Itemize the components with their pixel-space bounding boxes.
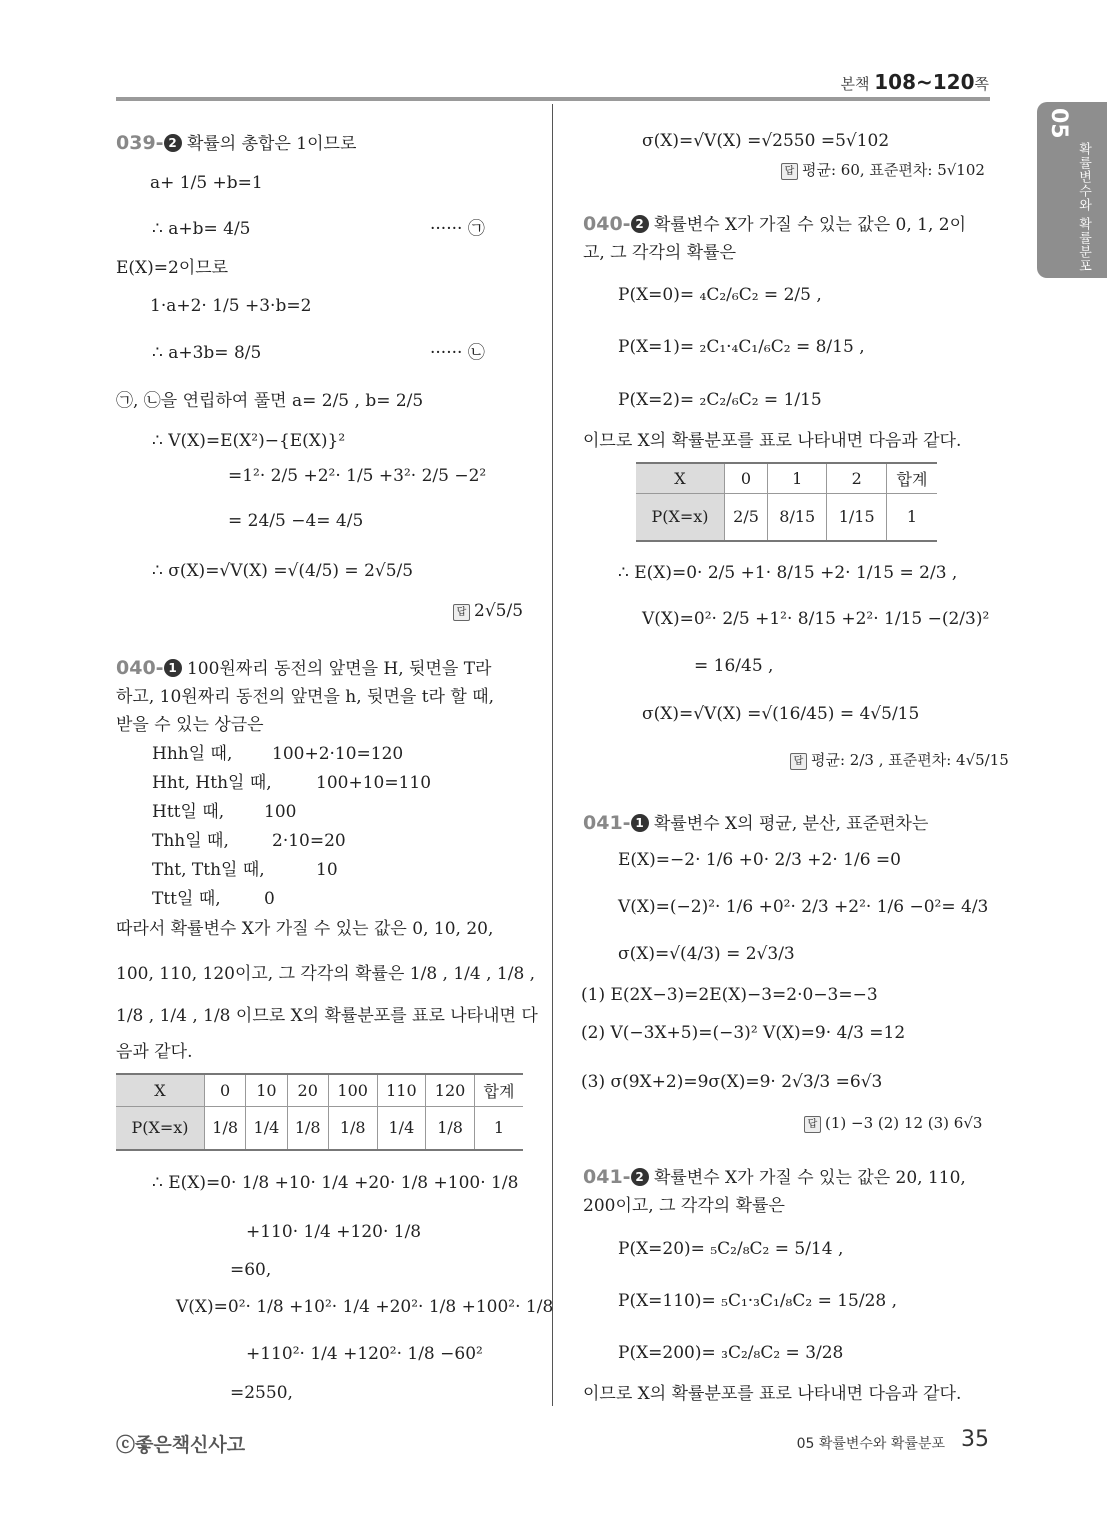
distribution-table [116,1073,523,1151]
chapter-tab-title: 확률변수와 확률분포 [1076,142,1091,274]
footer-chapter: 05 확률변수와 확률분포 [796,1436,945,1452]
equation-line: ∴ V(X)=E(X²)−{E(X)}² [152,431,346,451]
text-line: E(X)=2이므로 [116,258,229,278]
equation-line: V(X)=(−2)²· 1/6 +0²· 2/3 +2²· 1/6 −0²= 4/3 [618,897,989,917]
answer-icon: 답 [790,753,807,770]
problem-intro: 확률의 총합은 1이므로 [186,134,357,154]
table-cell: 1/8 [287,1106,328,1150]
equation-line: P(X=2)= ₂C₂/₆C₂ = 1/15 [618,390,822,410]
equation-line: = 24/5 −4= 4/5 [228,511,364,531]
text-line: 이므로 X의 확률분포를 표로 나타내면 다음과 같다. [583,1384,962,1404]
text-line: 하고, 10원짜리 동전의 앞면을 h, 뒷면을 t라 할 때, [116,687,495,707]
answer-value: 평균: 60, 표준편차: 5√102 [802,161,985,179]
table-cell: 1/8 [426,1106,475,1150]
equation-line: ∴ a+3b= 8/5 [152,343,262,363]
circled-number-icon: 2 [164,134,182,152]
answer-value: 평균: 2/3 , 표준편차: 4√5/15 [811,751,1009,769]
table-row [116,1106,523,1150]
table-cell: 2/5 [725,493,768,541]
text-line: 이므로 X의 확률분포를 표로 나타내면 다음과 같다. [583,431,962,451]
case-label: Thh일 때, [152,831,229,851]
table-cell: 1/4 [377,1106,426,1150]
table-cell: 1/8 [328,1106,377,1150]
table-header-row [116,1074,523,1106]
problem-intro: 확률변수 X가 가질 수 있는 값은 20, 110, [653,1168,966,1188]
problem-id: 041- [583,1166,631,1188]
text-line: ㉠, ㉡을 연립하여 풀면 a= 2/5 , b= 2/5 [116,391,424,411]
equation-line: E(X)=−2· 1/6 +0· 2/3 +2· 1/6 =0 [618,850,901,870]
equation-line: ∴ a+b= 4/5 [152,219,251,239]
case-value: 2·10=20 [272,831,346,851]
table-cell: 합계 [474,1074,523,1106]
column-divider [552,104,553,1406]
problem-header [583,213,966,236]
text-line: 100, 110, 120이고, 그 각각의 확률은 1/8 , 1/4 , 1/8 , [116,964,536,984]
table-cell: 2 [827,463,886,493]
table-cell: P(X=x) [636,493,725,541]
case-value: 100 [264,802,297,822]
case-label: Ttt일 때, [152,889,221,909]
problem-header [583,812,928,835]
header-rule [116,97,990,101]
table-cell: P(X=x) [116,1106,205,1150]
equation-line: P(X=110)= ₅C₁·₃C₁/₈C₂ = 15/28 , [618,1291,898,1311]
problem-id: 040- [583,213,631,235]
table-cell: 120 [426,1074,475,1106]
ref-suffix: 쪽 [974,75,989,93]
page-reference [840,70,989,94]
equation-line: a+ 1/5 +b=1 [150,173,263,193]
table-cell: 10 [246,1074,287,1106]
equation-mark: ······ ㉠ [430,219,485,239]
problem-id: 039- [116,132,164,154]
problem-intro: 확률변수 X의 평균, 분산, 표준편차는 [653,814,929,834]
problem-header [583,1166,966,1189]
table-row [636,493,937,541]
equation-line: P(X=0)= ₄C₂/₆C₂ = 2/5 , [618,285,822,305]
equation-line: ∴ σ(X)=√V(X) =√(4/5) = 2√5/5 [152,561,414,581]
answer-value: 2√5/5 [474,601,524,621]
table-cell: 20 [287,1074,328,1106]
answer-icon: 답 [804,1116,821,1133]
equation-line: =1²· 2/5 +2²· 1/5 +3²· 2/5 −2² [228,466,487,486]
equation-line: = 16/45 , [694,656,774,676]
table-header-row [636,463,937,493]
circled-number-icon: 2 [631,215,649,233]
equation-line: =60, [230,1260,272,1280]
equation-line: P(X=20)= ₅C₂/₈C₂ = 5/14 , [618,1239,844,1259]
table-cell: 합계 [886,463,937,493]
problem-intro: 확률변수 X가 가질 수 있는 값은 0, 1, 2이 [653,215,967,235]
problem-intro: 100원짜리 동전의 앞면을 H, 뒷면을 T라 [186,659,492,679]
chapter-tab-number: 05 [1046,108,1071,139]
equation-line: P(X=1)= ₂C₁·₄C₁/₆C₂ = 8/15 , [618,337,865,357]
table-cell: 0 [725,463,768,493]
problem-id: 040- [116,657,164,679]
equation-line: 1·a+2· 1/5 +3·b=2 [150,296,312,316]
case-value: 0 [264,889,275,909]
table-cell: 8/15 [768,493,827,541]
ref-range: 108~120 [874,70,975,94]
answer-line [453,600,523,622]
table-cell: 1 [474,1106,523,1150]
case-value: 100+2·10=120 [272,744,404,764]
table-cell: 100 [328,1074,377,1106]
equation-line: P(X=200)= ₃C₂/₈C₂ = 3/28 [618,1343,844,1363]
circled-number-icon: 1 [631,814,649,832]
text-line: 200이고, 그 각각의 확률은 [583,1196,785,1216]
table-cell: 1 [768,463,827,493]
circled-number-icon: 1 [164,659,182,677]
page-number: 35 [961,1427,989,1452]
equation-line: σ(X)=√V(X) =√(16/45) = 4√5/15 [642,704,920,724]
case-label: Hht, Hth일 때, [152,773,272,793]
text-line: 따라서 확률변수 X가 가질 수 있는 값은 0, 10, 20, [116,919,494,939]
answer-icon: 답 [453,604,470,621]
ref-prefix: 본책 [840,75,870,93]
table-cell: 0 [205,1074,246,1106]
equation-line: +110· 1/4 +120· 1/8 [246,1222,422,1242]
text-line: 받을 수 있는 상금은 [116,715,264,735]
case-label: Hhh일 때, [152,744,233,764]
equation-line: V(X)=0²· 1/8 +10²· 1/4 +20²· 1/8 +100²· 1/8 [176,1297,554,1317]
equation-line: (3) σ(9X+2)=9σ(X)=9· 2√3/3 =6√3 [581,1072,883,1092]
equation-line: σ(X)=√(4/3) = 2√3/3 [618,944,795,964]
equation-line: (2) V(−3X+5)=(−3)² V(X)=9· 4/3 =12 [581,1023,906,1043]
equation-line: =2550, [230,1383,293,1403]
case-label: Tht, Tth일 때, [152,860,265,880]
publisher-logo: ⓒ좋은책신사고 [116,1434,246,1456]
equation-line: V(X)=0²· 2/5 +1²· 8/15 +2²· 1/15 −(2/3)² [642,609,990,629]
table-cell: X [116,1074,205,1106]
table-cell: 110 [377,1074,426,1106]
case-label: Htt일 때, [152,802,225,822]
table-cell: 1/8 [205,1106,246,1150]
answer-line [790,749,1009,771]
case-value: 100+10=110 [316,773,432,793]
circled-number-icon: 2 [631,1168,649,1186]
answer-line [804,1112,982,1134]
text-line: 1/8 , 1/4 , 1/8 이므로 X의 확률분포를 표로 나타내면 다 [116,1006,538,1026]
table-cell: X [636,463,725,493]
case-value: 10 [316,860,338,880]
table-cell: 1 [886,493,937,541]
text-line: 고, 그 각각의 확률은 [583,243,736,263]
equation-line: σ(X)=√V(X) =√2550 =5√102 [642,131,890,151]
table-cell: 1/4 [246,1106,287,1150]
equation-line: +110²· 1/4 +120²· 1/8 −60² [246,1344,483,1364]
equation-line: ∴ E(X)=0· 1/8 +10· 1/4 +20· 1/8 +100· 1/8 [152,1173,519,1193]
problem-header [116,132,356,155]
equation-line: (1) E(2X−3)=2E(X)−3=2·0−3=−3 [581,985,878,1005]
distribution-table [636,462,937,542]
problem-header [116,657,491,680]
answer-value: (1) −3 (2) 12 (3) 6√3 [825,1114,983,1132]
answer-line [781,159,985,181]
text-line: 음과 같다. [116,1042,193,1062]
equation-line: ∴ E(X)=0· 2/5 +1· 8/15 +2· 1/15 = 2/3 , [618,563,958,583]
table-cell: 1/15 [827,493,886,541]
answer-icon: 답 [781,163,798,180]
equation-mark: ······ ㉡ [430,343,485,363]
problem-id: 041- [583,812,631,834]
